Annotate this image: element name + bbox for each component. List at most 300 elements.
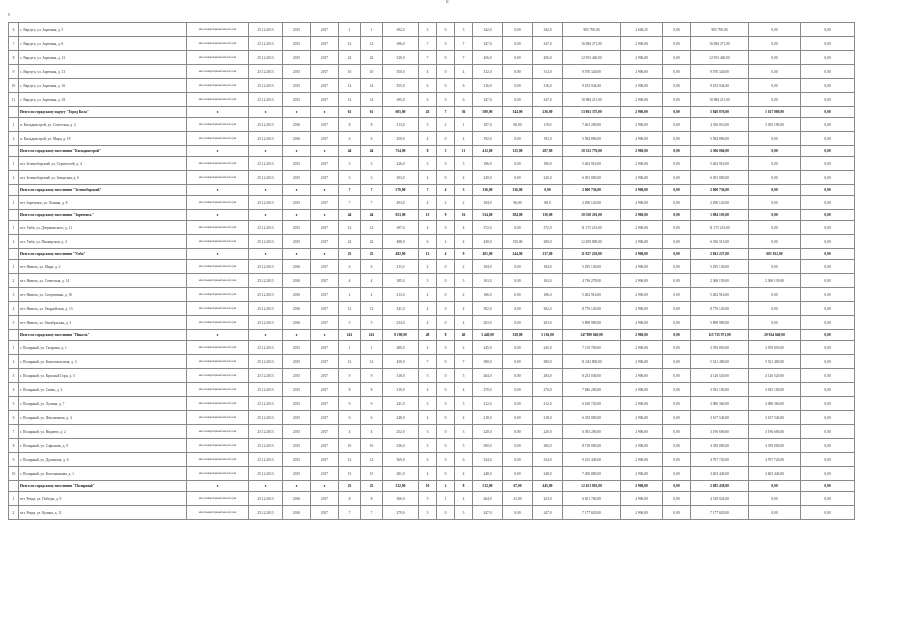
- table-cell: 0,00: [503, 506, 533, 520]
- table-cell: 2017: [311, 65, 339, 79]
- table-cell: 2 906,00: [621, 221, 663, 235]
- table-cell: 8: [437, 330, 455, 341]
- table-cell: 4 359 000,00: [691, 439, 749, 453]
- table-cell: 0,00: [801, 185, 855, 196]
- table-cell: 25.12.2013: [249, 355, 283, 369]
- table-cell: 284,0: [533, 369, 563, 383]
- table-cell: х: [311, 330, 339, 341]
- table-cell: 0,00: [663, 316, 691, 330]
- table-cell: 0,00: [749, 65, 801, 79]
- table-cell: 4: [9, 302, 19, 316]
- table-cell: 9: [361, 369, 383, 383]
- table-cell: х: [311, 146, 339, 157]
- address-cell: п. Кильдинстрой, ул. Мира, д. 19: [19, 132, 187, 146]
- table-cell: 2 368 139,00: [749, 274, 801, 288]
- table-row: [9, 411, 855, 425]
- address-cell: г. Полярный, ул. Сивко, д. 3: [19, 383, 187, 397]
- table-cell: 125,00: [503, 146, 533, 157]
- table-cell: 245,0: [473, 341, 503, 355]
- table-cell: 2017: [311, 453, 339, 467]
- table-total-row: [9, 146, 855, 157]
- table-cell: 68,00: [503, 118, 533, 132]
- house-type-cell: многоквартирный жилой дом: [187, 93, 249, 107]
- address-cell: с. Варзуга, ул. Заречная, д. 5: [19, 23, 187, 37]
- table-cell: 9: [361, 397, 383, 411]
- table-cell: 2017: [311, 341, 339, 355]
- table-cell: 11 175 233,00: [691, 221, 749, 235]
- table-cell: 2: [419, 341, 437, 355]
- table-cell: 0,00: [801, 453, 855, 467]
- table-cell: 0,00: [503, 397, 533, 411]
- table-cell: 5 440,00: [473, 330, 503, 341]
- table-cell: 372,0: [533, 221, 563, 235]
- house-type-cell: многоквартирный жилой дом: [187, 221, 249, 235]
- table-cell: 48: [419, 330, 437, 341]
- house-type-cell: многоквартирный жилой дом: [187, 425, 249, 439]
- table-cell: 67,00: [503, 481, 533, 492]
- house-type-cell: х: [187, 249, 249, 260]
- table-cell: 7: [437, 107, 455, 118]
- table-cell: 2: [9, 171, 19, 185]
- house-type-cell: многоквартирный жилой дом: [187, 506, 249, 520]
- table-cell: 2 906,00: [621, 383, 663, 397]
- table-cell: 0,00: [663, 355, 691, 369]
- table-cell: 13 861 375,00: [563, 107, 621, 118]
- table-cell: 0,00: [663, 411, 691, 425]
- table-row: [9, 506, 855, 520]
- table-total-row: [9, 210, 855, 221]
- table-cell: 5 521 400,00: [749, 355, 801, 369]
- table-cell: 0,00: [749, 506, 801, 520]
- table-cell: 2015: [283, 93, 311, 107]
- table-cell: 0,00: [663, 107, 691, 118]
- table-cell: 0,00: [663, 383, 691, 397]
- table-cell: 0: [437, 506, 455, 520]
- table-cell: 0,00: [503, 316, 533, 330]
- table-cell: 0,00: [503, 79, 533, 93]
- table-cell: 2017: [311, 196, 339, 210]
- table-row: [9, 79, 855, 93]
- table-cell: 0,00: [801, 132, 855, 146]
- table-cell: 3 167 540,00: [691, 411, 749, 425]
- table-cell: 2017: [311, 492, 339, 506]
- table-cell: 0,00: [503, 369, 533, 383]
- table-cell: 5 402 916,00: [563, 157, 621, 171]
- table-cell: 10 323 776,00: [563, 146, 621, 157]
- table-cell: 0,00: [801, 118, 855, 132]
- table-row: [9, 118, 855, 132]
- house-type-cell: многоквартирный жилой дом: [187, 411, 249, 425]
- table-cell: 25: [339, 481, 361, 492]
- table-cell: 302,0: [473, 302, 503, 316]
- table-cell: 9 183 944,00: [563, 79, 621, 93]
- table-cell: 11 042 800,00: [563, 355, 621, 369]
- table-cell: 2016: [283, 316, 311, 330]
- house-type-cell: х: [187, 146, 249, 157]
- table-cell: 396,0: [383, 37, 419, 51]
- table-cell: 2017: [311, 171, 339, 185]
- table-cell: 3: [419, 397, 437, 411]
- table-cell: 12 953 440,00: [563, 51, 621, 65]
- table-cell: 25.12.2013: [249, 65, 283, 79]
- table-cell: 12 451 801,00: [563, 481, 621, 492]
- table-cell: 8: [339, 383, 361, 397]
- table-cell: 2017: [311, 302, 339, 316]
- table-cell: 0,00: [801, 302, 855, 316]
- table-cell: 4: [455, 467, 473, 481]
- table-cell: 342,0: [473, 23, 503, 37]
- table-cell: 0,00: [503, 302, 533, 316]
- table-cell: 25.12.2013: [249, 196, 283, 210]
- table-cell: 2: [437, 481, 455, 492]
- table-cell: 0: [437, 316, 455, 330]
- table-cell: 0,00: [801, 506, 855, 520]
- table-cell: 6 335 080,00: [563, 411, 621, 425]
- table-cell: 5 402 916,00: [691, 157, 749, 171]
- table-cell: 6 391 000,00: [563, 171, 621, 185]
- table-cell: х: [311, 210, 339, 221]
- table-cell: 6: [361, 411, 383, 425]
- table-cell: 245,0: [533, 341, 563, 355]
- house-type-cell: многоквартирный жилой дом: [187, 51, 249, 65]
- table-cell: 430,0: [473, 235, 503, 249]
- table-cell: 2: [455, 260, 473, 274]
- table-body: [9, 23, 855, 520]
- table-cell: 580,00: [473, 107, 503, 118]
- table-cell: 12: [339, 37, 361, 51]
- table-cell: 2 906,00: [621, 249, 663, 260]
- table-cell: 115 735 971,00: [691, 330, 749, 341]
- table-cell: 6: [455, 453, 473, 467]
- table-cell: 25.12.2013: [249, 221, 283, 235]
- table-cell: 12: [361, 302, 383, 316]
- table-cell: 12: [339, 355, 361, 369]
- table-cell: 2015: [283, 79, 311, 93]
- table-cell: 6 393 200,00: [563, 425, 621, 439]
- table-cell: 2 906,00: [621, 302, 663, 316]
- table-cell: 3: [361, 157, 383, 171]
- table-row: [9, 260, 855, 274]
- table-cell: 318,0: [383, 369, 419, 383]
- table-cell: 0,00: [801, 79, 855, 93]
- table-cell: 186,0: [533, 288, 563, 302]
- table-cell: 0,00: [503, 288, 533, 302]
- table-cell: х: [283, 330, 311, 341]
- table-cell: 2015: [283, 221, 311, 235]
- table-cell: 4: [419, 171, 437, 185]
- address-cell: пгт. Ревда, ул. Победы, д. 9: [19, 492, 187, 506]
- table-cell: 12: [361, 453, 383, 467]
- table-cell: 0,00: [801, 481, 855, 492]
- table-cell: х: [311, 185, 339, 196]
- table-cell: 8: [361, 383, 383, 397]
- address-cell: пгт. Никель, ул. Октябрьская, д. 3: [19, 316, 187, 330]
- address-cell: Итого по городскому поселению "Зареченск": [19, 210, 187, 221]
- table-cell: 25.12.2013: [249, 288, 283, 302]
- table-cell: 0: [437, 23, 455, 37]
- address-cell: пгт. Зеленоборский, ул. Строителей, д. 4: [19, 157, 187, 171]
- table-cell: 2017: [311, 467, 339, 481]
- page-number: 8: [446, 0, 449, 5]
- table-cell: 6: [419, 235, 437, 249]
- table-cell: х: [249, 249, 283, 260]
- table-cell: 0,00: [503, 65, 533, 79]
- table-cell: 0,00: [663, 330, 691, 341]
- table-cell: 6: [361, 132, 383, 146]
- table-cell: 5 840 076,00: [691, 107, 749, 118]
- table-cell: 2: [339, 288, 361, 302]
- table-cell: 25.12.2013: [249, 492, 283, 506]
- table-cell: 3: [339, 171, 361, 185]
- table-cell: 0: [437, 411, 455, 425]
- table-cell: 2015: [283, 425, 311, 439]
- table-cell: 380,0: [473, 355, 503, 369]
- table-cell: 3: [455, 506, 473, 520]
- table-cell: 4: [455, 132, 473, 146]
- table-cell: 2: [455, 196, 473, 210]
- table-cell: 4 126 520,00: [691, 369, 749, 383]
- table-cell: 8: [361, 118, 383, 132]
- table-cell: 3: [419, 23, 437, 37]
- address-cell: пгт. Никель, ул. Советская, д. 14: [19, 274, 187, 288]
- table-cell: 2: [361, 288, 383, 302]
- table-cell: 5 295 130,00: [691, 260, 749, 274]
- table-cell: 2017: [311, 23, 339, 37]
- table-cell: [9, 330, 19, 341]
- table-cell: 520,0: [383, 51, 419, 65]
- table-cell: 4: [419, 316, 437, 330]
- table-cell: 0,00: [749, 316, 801, 330]
- table-cell: 5 898 980,00: [691, 316, 749, 330]
- house-type-cell: многоквартирный жилой дом: [187, 383, 249, 397]
- table-cell: 0,00: [503, 260, 533, 274]
- house-type-cell: многоквартирный жилой дом: [187, 492, 249, 506]
- table-cell: 270,0: [533, 383, 563, 397]
- house-type-cell: х: [187, 481, 249, 492]
- table-cell: 336,0: [383, 439, 419, 453]
- table-cell: 7: [455, 51, 473, 65]
- table-cell: 0,00: [663, 37, 691, 51]
- table-cell: 185,0: [383, 274, 419, 288]
- table-cell: 2 906,00: [621, 330, 663, 341]
- table-cell: 0: [437, 274, 455, 288]
- table-cell: 347,0: [473, 93, 503, 107]
- table-cell: 0,00: [801, 288, 855, 302]
- table-cell: х: [283, 146, 311, 157]
- table-cell: 0,00: [663, 171, 691, 185]
- table-cell: 576,00: [383, 185, 419, 196]
- table-row: [9, 439, 855, 453]
- table-cell: 0,00: [663, 235, 691, 249]
- table-cell: 512,00: [473, 481, 503, 492]
- table-cell: х: [249, 330, 283, 341]
- table-cell: 2 906,00: [621, 492, 663, 506]
- table-cell: 2015: [283, 157, 311, 171]
- table-cell: 25.12.2013: [249, 274, 283, 288]
- table-cell: 8: [419, 146, 437, 157]
- housing-program-table: [8, 22, 855, 520]
- table-cell: 456,0: [473, 51, 503, 65]
- table-cell: 2017: [311, 369, 339, 383]
- table-cell: 248,0: [383, 411, 419, 425]
- table-cell: 9 070 320,00: [563, 65, 621, 79]
- table-cell: 10: [339, 439, 361, 453]
- table-cell: 0,00: [663, 23, 691, 37]
- table-cell: 2016: [283, 302, 311, 316]
- table-cell: х: [249, 107, 283, 118]
- table-row: [9, 23, 855, 37]
- table-cell: 10: [9, 79, 19, 93]
- table-cell: 605,00: [383, 107, 419, 118]
- table-cell: 6: [339, 260, 361, 274]
- table-cell: 0: [437, 260, 455, 274]
- table-cell: 4 736 278,00: [563, 274, 621, 288]
- table-cell: 192,0: [533, 132, 563, 146]
- table-cell: 8 253 040,00: [563, 369, 621, 383]
- table-cell: 0,00: [663, 506, 691, 520]
- table-cell: 2017: [311, 79, 339, 93]
- table-cell: 3: [455, 23, 473, 37]
- table-cell: 6: [419, 93, 437, 107]
- table-cell: 0,00: [801, 492, 855, 506]
- table-cell: 1: [9, 157, 19, 171]
- table-cell: 3: [455, 157, 473, 171]
- table-cell: 1: [339, 341, 361, 355]
- table-cell: 324,0: [533, 453, 563, 467]
- table-cell: 4: [419, 65, 437, 79]
- table-cell: 25.12.2013: [249, 118, 283, 132]
- table-cell: 9: [9, 65, 19, 79]
- table-cell: 2015: [283, 23, 311, 37]
- table-cell: 1: [9, 196, 19, 210]
- table-row: [9, 383, 855, 397]
- table-cell: 184,0: [473, 196, 503, 210]
- table-cell: 7: [455, 355, 473, 369]
- table-cell: 8 190,00: [383, 330, 419, 341]
- table-cell: 220,0: [473, 425, 503, 439]
- table-cell: 2015: [283, 37, 311, 51]
- table-cell: 10: [361, 439, 383, 453]
- table-cell: 293,0: [383, 196, 419, 210]
- table-cell: 2017: [311, 355, 339, 369]
- table-cell: 0,00: [801, 107, 855, 118]
- table-cell: 7: [419, 37, 437, 51]
- table-cell: 8: [361, 492, 383, 506]
- table-total-row: [9, 185, 855, 196]
- table-cell: 0,00: [663, 210, 691, 221]
- table-cell: 0,00: [749, 157, 801, 171]
- table-cell: 2017: [311, 274, 339, 288]
- table-cell: 2 906,00: [621, 439, 663, 453]
- table-cell: 9: [455, 249, 473, 260]
- table-row: [9, 171, 855, 185]
- table-cell: 488,0: [383, 235, 419, 249]
- table-cell: 4 359 000,00: [749, 439, 801, 453]
- table-cell: 211,0: [383, 260, 419, 274]
- table-cell: 2: [9, 132, 19, 146]
- table-cell: 0,00: [801, 411, 855, 425]
- table-cell: 7: [361, 506, 383, 520]
- table-cell: 1 084 103,00: [691, 210, 749, 221]
- table-cell: 237,00: [533, 249, 563, 260]
- house-type-cell: многоквартирный жилой дом: [187, 196, 249, 210]
- table-cell: 0,00: [801, 260, 855, 274]
- table-cell: 0: [437, 157, 455, 171]
- table-cell: 281,0: [383, 467, 419, 481]
- address-cell: Итого по городскому поселению "Кильдинстрой": [19, 146, 187, 157]
- table-cell: 279,0: [383, 506, 419, 520]
- address-cell: пгт. Зеленоборский, ул. Заводская, д. 6: [19, 171, 187, 185]
- table-row: [9, 302, 855, 316]
- table-cell: 0: [437, 93, 455, 107]
- table-cell: 12: [361, 221, 383, 235]
- address-cell: г. Полярный, ул. Лунина, д. 7: [19, 397, 187, 411]
- table-cell: 6 160 720,00: [563, 397, 621, 411]
- table-cell: 184,0: [473, 260, 503, 274]
- address-cell: п. Кильдинстрой, ул. Советская, д. 2: [19, 118, 187, 132]
- table-cell: 0,00: [801, 383, 855, 397]
- table-cell: 0,00: [801, 355, 855, 369]
- table-cell: 0,00: [801, 467, 855, 481]
- table-cell: 2015: [283, 397, 311, 411]
- table-cell: 341,0: [383, 302, 419, 316]
- table-cell: 0,00: [801, 221, 855, 235]
- table-cell: 4: [455, 221, 473, 235]
- table-cell: 2017: [311, 506, 339, 520]
- table-cell: 250,0: [383, 132, 419, 146]
- table-cell: 0,00: [663, 439, 691, 453]
- table-cell: 186,0: [473, 157, 503, 171]
- table-cell: 3: [455, 425, 473, 439]
- table-cell: 0,00: [749, 302, 801, 316]
- table-cell: 0,00: [663, 185, 691, 196]
- table-cell: х: [283, 249, 311, 260]
- table-cell: 0,00: [801, 439, 855, 453]
- table-cell: 3: [419, 157, 437, 171]
- address-cell: г. Полярный, ул. Сафонова, д. 9: [19, 439, 187, 453]
- table-row: [9, 492, 855, 506]
- table-cell: 2017: [311, 316, 339, 330]
- table-cell: 25.12.2013: [249, 453, 283, 467]
- table-cell: 2015: [283, 51, 311, 65]
- table-cell: 2 906,00: [621, 132, 663, 146]
- table-cell: 25.12.2013: [249, 341, 283, 355]
- table-cell: 0,00: [663, 118, 691, 132]
- table-cell: 2 906,00: [621, 146, 663, 157]
- table-row: [9, 132, 855, 146]
- table-cell: 10: [361, 65, 383, 79]
- table-cell: 0,00: [503, 383, 533, 397]
- table-cell: 430,0: [383, 355, 419, 369]
- table-cell: 2 906,00: [621, 397, 663, 411]
- table-cell: 280,0: [533, 235, 563, 249]
- table-cell: 347,0: [473, 37, 503, 51]
- table-cell: 44: [361, 146, 383, 157]
- table-cell: 264,0: [473, 492, 503, 506]
- table-cell: 0,00: [801, 425, 855, 439]
- house-type-cell: многоквартирный жилой дом: [187, 397, 249, 411]
- table-cell: 0,00: [801, 369, 855, 383]
- table-cell: 0,00: [533, 185, 563, 196]
- table-cell: 3 305 190,00: [749, 118, 801, 132]
- table-cell: 0,00: [663, 132, 691, 146]
- table-cell: 2 060 736,00: [691, 185, 749, 196]
- table-cell: 3 923 100,00: [749, 383, 801, 397]
- address-cell: г. Полярный, ул. Котельникова, д. 1: [19, 467, 187, 481]
- table-cell: 2 906,00: [621, 235, 663, 249]
- table-cell: 22: [339, 235, 361, 249]
- table-cell: 4: [419, 411, 437, 425]
